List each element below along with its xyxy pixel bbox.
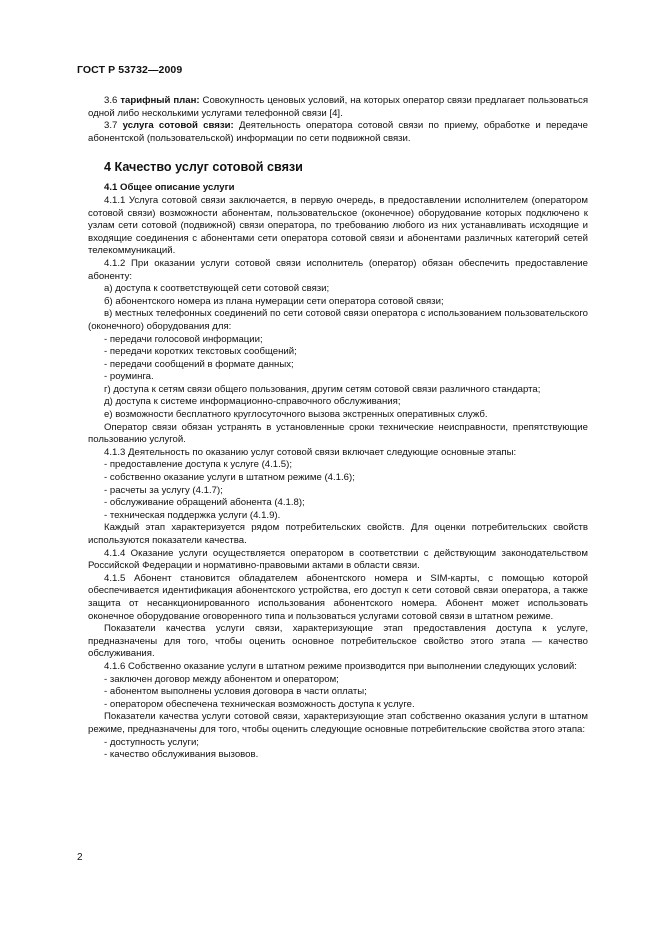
list-item: - собственно оказание услуги в штатном режиме (4.1.6); [104,472,355,484]
list-item: б) абонентского номера из плана нумерации сети оператора сотовой связи; [104,295,444,307]
page-number: 2 [77,852,83,863]
list-item: - обслуживание обращений абонента (4.1.8); [104,497,305,509]
definition-number: 3.6 [104,95,118,106]
paragraph-access-quality: Показатели качества услуги связи, характеризующие этап предоставления доступа к услуге, предназначены для того, чтобы оценить основное потребительское свойство этого этапа — качество обслуживания. [88,623,588,660]
list-item: - передачи коротких текстовых сообщений; [104,346,297,358]
paragraph-operator-obligation: Оператор связи обязан устранять в установленные сроки технические неисправности, препятствующие пользованию услугой. [88,421,588,446]
list-item: - качество обслуживания вызовов. [104,749,259,761]
list-item: - абонентом выполнены условия договора в части оплаты; [104,686,367,698]
definition-term: услуга сотовой связи: [122,120,234,132]
page-content [88,95,588,762]
list-item: д) доступа к системе информационно-справочного обслуживания; [104,396,401,408]
list-item: г) доступа к сетям связи общего пользования, другим сетям сотовой связи различного стандарта; [104,383,541,395]
list-item: е) возможности бесплатного круглосуточного вызова экстренных оперативных служб. [104,409,488,421]
list-item: - заключен договор между абонентом и оператором; [104,673,339,685]
list-item: - передачи сообщений в формате данных; [104,358,294,370]
paragraph-4-1-5: 4.1.5 Абонент становится обладателем абонентского номера и SIM-карты, с помощью которой обеспечивается идентификация абонентского устройства, его доступ к сети сотовой связи оператора, а также защита от несанкционированного использования абонентского номера. Абонент может использовать оконечное оборудование оговоренного типа и пользоваться услугами сотовой связи в штатном режиме. [88,572,588,622]
list-item: в) местных телефонных соединений по сети сотовой связи оператора с использованием пользовательского (оконечного) оборудования для: [88,308,588,332]
list-item: - доступность услуги; [104,736,199,748]
list-item: - расчеты за услугу (4.1.7); [104,484,223,496]
list-item: а) доступа к соответствующей сети сотовой связи; [104,283,330,295]
list-item: - передачи голосовой информации; [104,333,263,345]
definition-text: Совокупность ценовых условий, на которых оператор связи предлагает пользоваться одной либо несколькими услугами телефонной связи [4]. [88,95,589,119]
list-item: - оператором обеспечена техническая возможность доступа к услуге. [104,698,415,710]
paragraph-4-1-3: 4.1.3 Деятельность по оказанию услуг сотовой связи включает следующие основные этапы: [104,446,517,458]
document-code-header: ГОСТ Р 53732—2009 [77,64,183,76]
list-item: - предоставление доступа к услуге (4.1.5); [104,459,292,471]
paragraph-4-1-4: 4.1.4 Оказание услуги осуществляется оператором в соответствии с действующим законодательством Российской Федерации и нормативно-правовыми актами в области связи. [88,547,588,572]
list-item: - роуминга. [104,371,154,383]
definition-3-6 [88,95,588,120]
definition-text: Деятельность оператора сотовой связи по приему, обработке и передаче абонентской (пользовательской) информации по сети подвижной связи. [88,120,588,144]
definition-number: 3.7 [104,120,118,132]
paragraph-4-1-6: 4.1.6 Собственно оказание услуги в штатном режиме производится при выполнении следующих условий: [104,660,577,672]
list-item: - техническая поддержка услуги (4.1.9). [104,509,281,521]
section-title: 4 Качество услуг сотовой связи [104,160,303,175]
paragraph-normal-mode-quality: Показатели качества услуги сотовой связи, характеризующие этап собственно оказания услуги в штатном режиме, предназначены для того, чтобы оценить следующие основные потребительские свойства этого этапа: [88,711,588,735]
paragraph-4-1-2: 4.1.2 При оказании услуги сотовой связи исполнитель (оператор) обязан обеспечить предоставление абоненту: [88,257,588,282]
paragraph-4-1-1: 4.1.1 Услуга сотовой связи заключается, в первую очередь, в предоставлении исполнителем (оператором сотовой связи) возможности абонентам, пользовательское (оконечное) оборудование которых подключено к узлам сети сотовой (подвижной) связи оператора, по требованию любого из них устанавливать исходящие и входящие соединения с абонентами сети оператора сотовой связи и абонентами различных категорий сетей телекоммуникаций. [88,194,588,257]
definition-3-7 [88,120,588,145]
definition-term: тарифный план: [120,95,200,106]
paragraph-stages-properties: Каждый этап характеризуется рядом потребительских свойств. Для оценки потребительских свойств используются показатели качества. [88,522,588,546]
subsection-title: 4.1 Общее описание услуги [104,182,235,194]
